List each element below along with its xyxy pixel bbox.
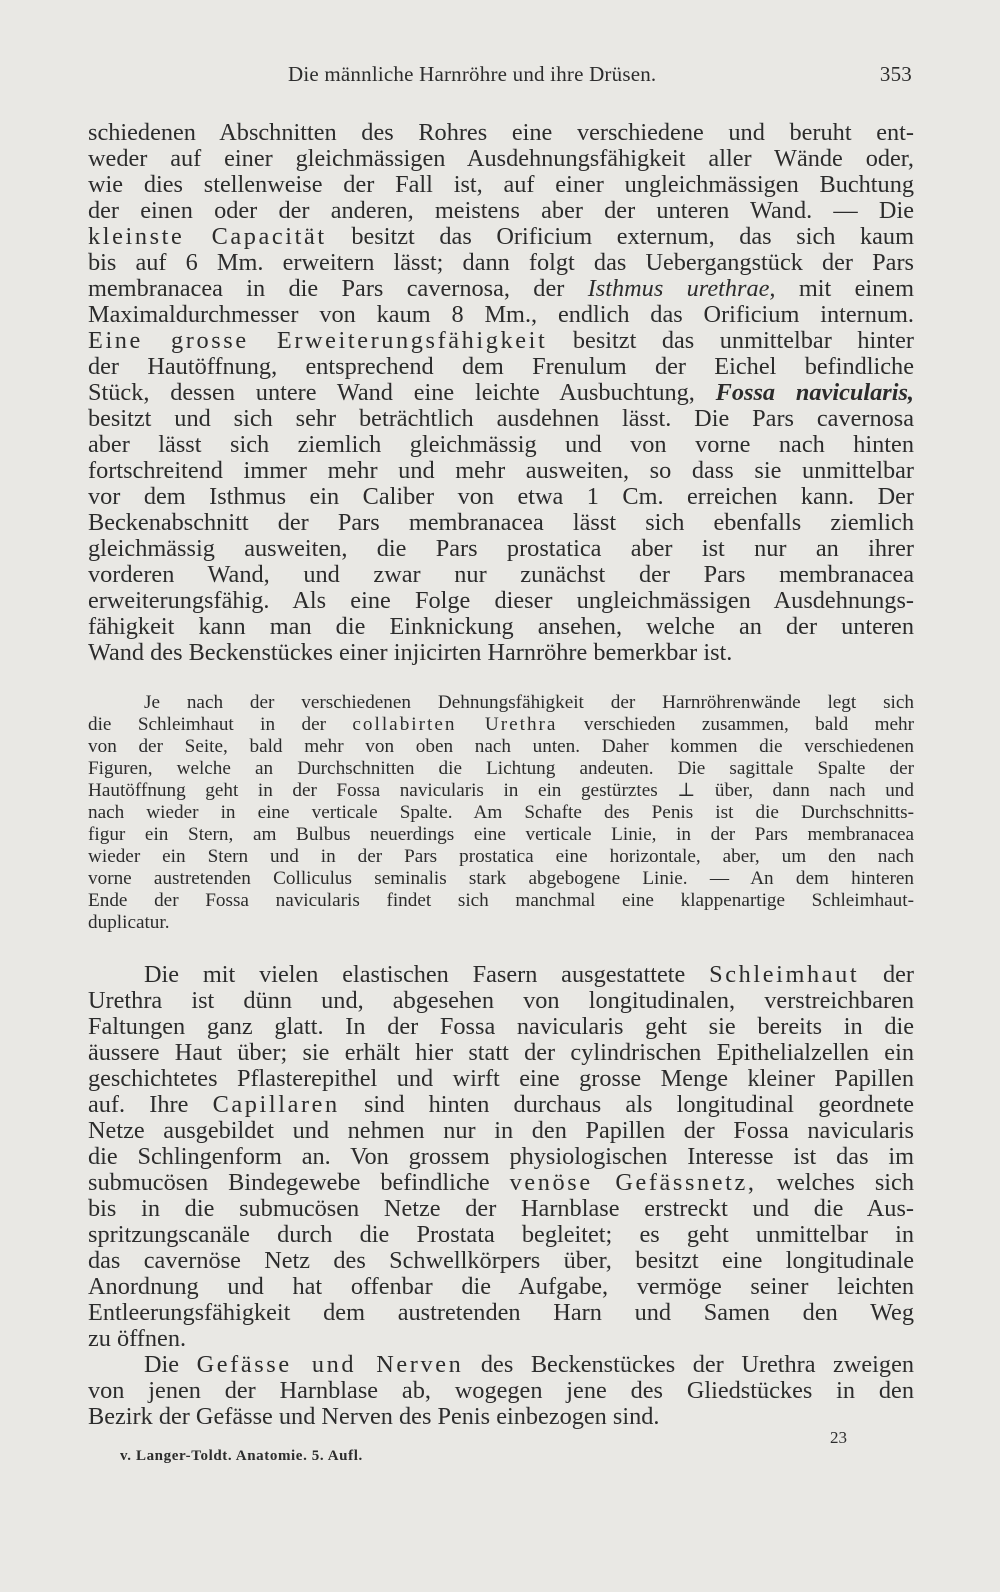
text-line: bis auf 6 Mm. erweitern lässt; dann folgt das Uebergangstück der Pars	[88, 249, 914, 276]
text-span: besitzt das Orificium externum, das sich kaum	[326, 223, 914, 250]
text-line: fähigkeit kann man die Einknickung ansehen, welche an der unteren	[88, 613, 914, 640]
text-line: spritzungscanäle durch die Prostata begleitet; es geht unmittelbar in	[88, 1221, 914, 1248]
text-span: welches sich	[756, 1169, 914, 1196]
running-header	[88, 58, 914, 92]
bold-italic-term: Fossa navicularis,	[715, 379, 914, 406]
note-line	[88, 714, 914, 736]
book-imprint: v. Langer-Toldt. Anatomie. 5. Aufl.	[120, 1448, 363, 1464]
text-span: des Beckenstückes der Urethra zweigen	[463, 1351, 914, 1378]
text-line: äussere Haut über; sie erhält hier statt der cylindrischen Epithelialzellen ein	[88, 1039, 914, 1066]
italic-term: Isthmus urethrae,	[587, 275, 776, 302]
text-line: Anordnung und hat offenbar die Aufgabe, vermöge seiner leichten	[88, 1273, 914, 1300]
text-line: vor dem Isthmus ein Caliber von etwa 1 Cm. erreichen kann. Der	[88, 483, 914, 510]
text-line: vorderen Wand, und zwar nur zunächst der Pars membranacea	[88, 561, 914, 588]
note-line: figur ein Stern, am Bulbus neuerdings eine verticale Linie, in der Pars membranacea	[88, 824, 914, 845]
note-line: Figuren, welche an Durchschnitten die Lichtung andeuten. Die sagittale Spalte der	[88, 758, 914, 779]
text-line: fortschreitend immer mehr und mehr ausweiten, so dass sie unmittelbar	[88, 457, 914, 484]
note-line: Je nach der verschiedenen Dehnungsfähigkeit der Harnröhrenwände legt sich	[144, 692, 914, 713]
text-line: geschichtetes Pflasterepithel und wirft eine grosse Menge kleiner Papillen	[88, 1065, 914, 1092]
text-span: Stück, dessen untere Wand eine leichte Ausbuchtung,	[88, 379, 716, 406]
text-line: zu öffnen.	[88, 1325, 187, 1352]
text-line: Beckenabschnitt der Pars membranacea lässt sich ebenfalls ziemlich	[88, 509, 914, 536]
spaced-term: Gefässe und Nerven	[196, 1351, 464, 1378]
text-line: von jenen der Harnblase ab, wogegen jene des Gliedstückes in den	[88, 1377, 914, 1404]
note-line: Hautöffnung geht in der Fossa navicularis in ein gestürztes ⊥ über, dann nach und	[88, 780, 914, 801]
text-line: Wand des Beckenstückes einer injicirten Harnröhre bemerkbar ist.	[88, 639, 733, 666]
spaced-term: Eine grosse Erweiterungsfähigkeit	[88, 327, 548, 354]
spaced-term: kleinste Capacität	[88, 223, 327, 250]
note-line: duplicatur.	[88, 912, 170, 933]
spaced-term: Schleimhaut	[709, 961, 860, 988]
text-line: Faltungen ganz glatt. In der Fossa navicularis geht sie bereits in die	[88, 1013, 914, 1040]
text-line: aber lässt sich ziemlich gleichmässig und von vorne nach hinten	[88, 431, 914, 458]
signature-mark: 23	[830, 1428, 847, 1447]
text-span: mit einem	[775, 275, 914, 302]
note-line: wieder ein Stern und in der Pars prostatica eine horizontale, aber, um den nach	[88, 846, 914, 867]
text-span: besitzt das unmittelbar hinter	[547, 327, 914, 354]
note-line: von der Seite, bald mehr von oben nach unten. Daher kommen die verschiedenen	[88, 736, 914, 757]
text-line: bis in die submucösen Netze der Harnblase erstreckt und die Aus-	[88, 1195, 914, 1222]
text-span: Die	[144, 1351, 197, 1378]
note-line: nach wieder in eine verticale Spalte. Am Schafte des Penis ist die Durchschnitts-	[88, 802, 914, 823]
note-line: Ende der Fossa navicularis findet sich manchmal eine klappenartige Schleimhaut-	[88, 890, 914, 911]
text-span: Die mit vielen elastischen Fasern ausgestattete	[144, 961, 710, 988]
text-line: wie dies stellenweise der Fall ist, auf einer ungleichmässigen Buchtung	[88, 171, 914, 198]
note-line: vorne austretenden Colliculus seminalis stark abgebogene Linie. — An dem hinteren	[88, 868, 914, 889]
text-line: Urethra ist dünn und, abgesehen von longitudinalen, verstreichbaren	[88, 987, 914, 1014]
text-line: die Schlingenform an. Von grossem physiologischen Interesse ist das im	[88, 1143, 914, 1170]
text-line: Netze ausgebildet und nehmen nur in den Papillen der Fossa navicularis	[88, 1117, 914, 1144]
text-span: auf. Ihre	[88, 1091, 213, 1118]
spaced-term: venöse Gefässnetz,	[509, 1169, 757, 1196]
text-span: submucösen Bindegewebe befindliche	[88, 1169, 510, 1196]
page-number: 353	[879, 62, 912, 86]
text-line: besitzt und sich sehr beträchtlich ausdehnen lässt. Die Pars cavernosa	[88, 405, 914, 432]
text-span: der	[859, 961, 914, 988]
text-line: Bezirk der Gefässe und Nerven des Penis einbezogen sind.	[88, 1403, 660, 1430]
text-line: Entleerungsfähigkeit dem austretenden Harn und Samen den Weg	[88, 1299, 914, 1326]
text-line: der einen oder der anderen, meistens aber der unteren Wand. — Die	[88, 197, 914, 224]
text-line: der Hautöffnung, entsprechend dem Frenulum der Eichel befindliche	[88, 353, 914, 380]
text-line: weder auf einer gleichmässigen Ausdehnungsfähigkeit aller Wände oder,	[88, 145, 914, 172]
text-span: sind hinten durchaus als longitudinal geordnete	[339, 1091, 914, 1118]
text-line: gleichmässig ausweiten, die Pars prostatica aber ist nur an ihrer	[88, 535, 914, 562]
text-line: schiedenen Abschnitten des Rohres eine verschiedene und beruht ent-	[88, 119, 914, 146]
running-title: Die männliche Harnröhre und ihre Drüsen.	[288, 62, 657, 86]
text-line: Maximaldurchmesser von kaum 8 Mm., endlich das Orificium internum.	[88, 301, 914, 328]
text-span: die Schleimhaut in der	[88, 714, 353, 735]
text-line: erweiterungsfähig. Als eine Folge dieser ungleichmässigen Ausdehnungs-	[88, 587, 914, 614]
text-line: das cavernöse Netz des Schwellkörpers über, besitzt eine longitudinale	[88, 1247, 914, 1274]
text-span: verschieden zusammen, bald mehr	[557, 714, 915, 735]
spaced-term: Capillaren	[212, 1091, 340, 1118]
spaced-term: collabirten Urethra	[352, 714, 558, 735]
text-span: membranacea in die Pars cavernosa, der	[88, 275, 588, 302]
